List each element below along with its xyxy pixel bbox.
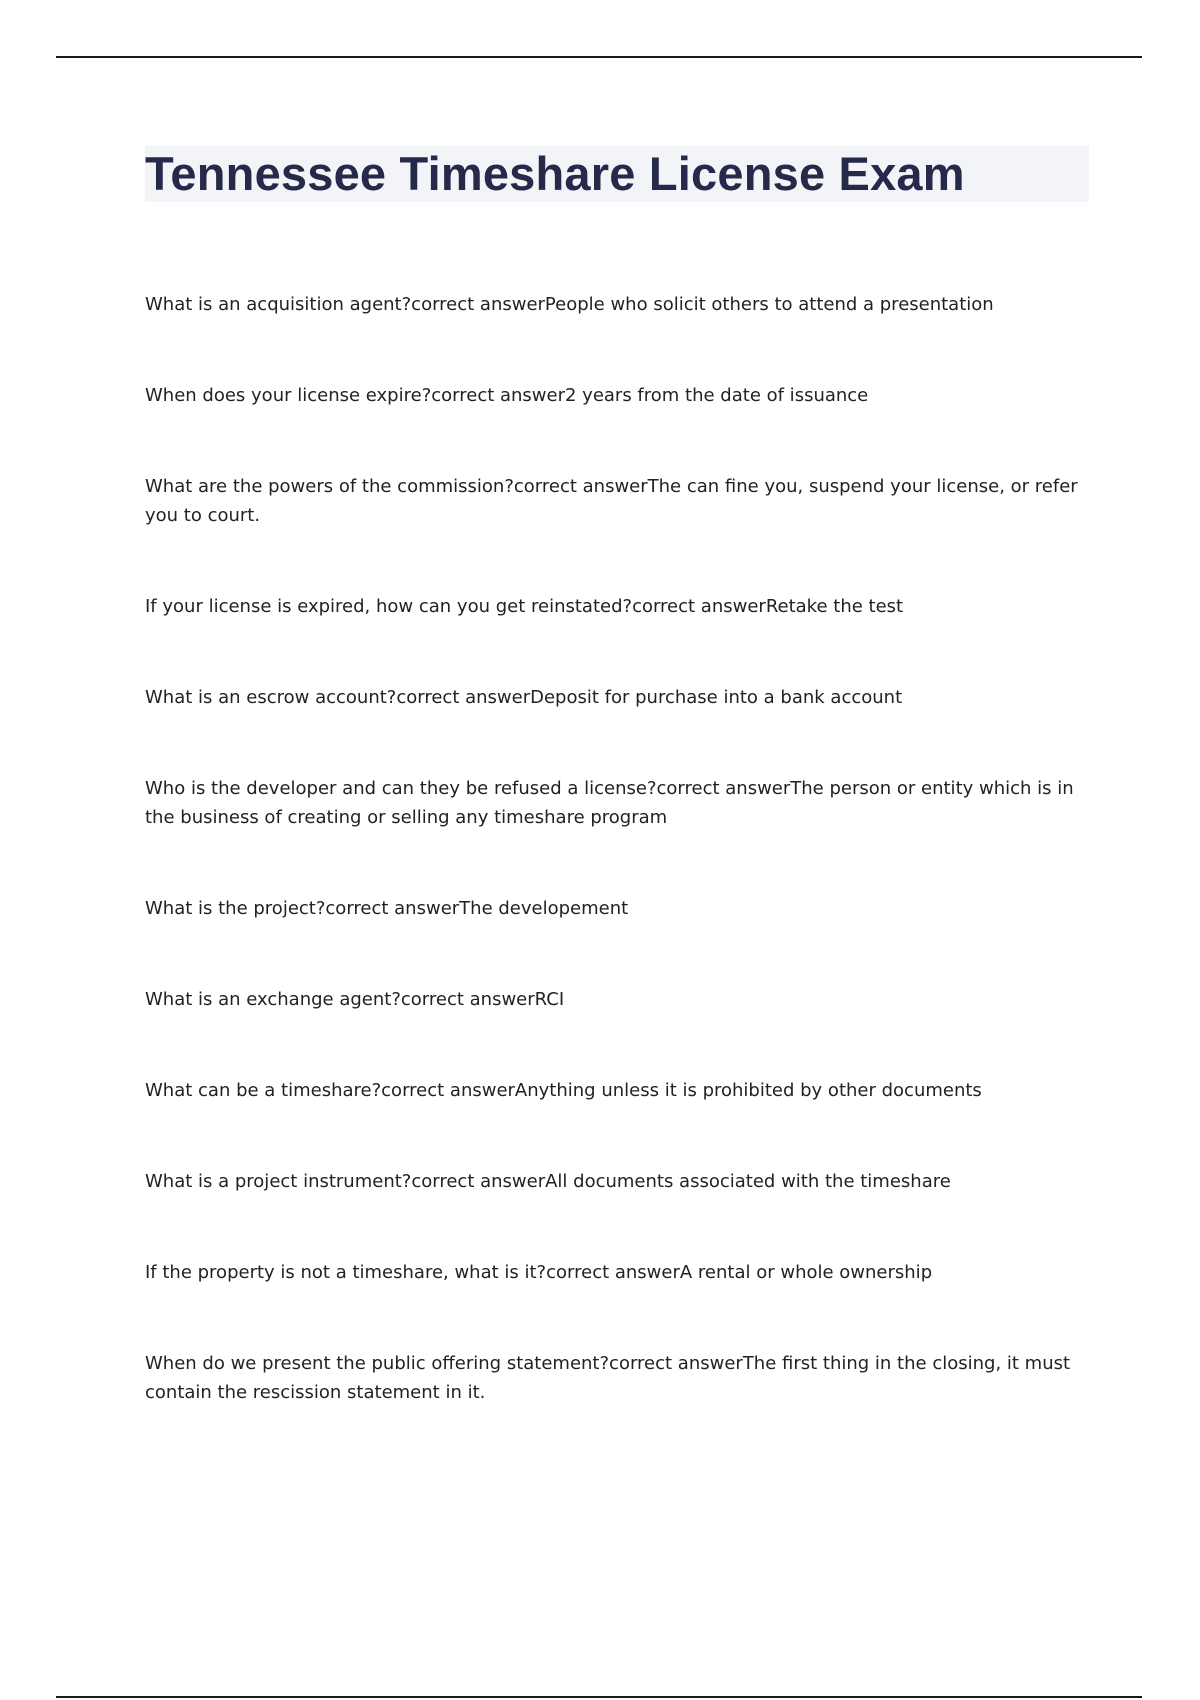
qa-item: What is an exchange agent?correct answerRCI (145, 989, 565, 1010)
bottom-divider (56, 1696, 1142, 1698)
qa-item: If your license is expired, how can you get reinstated?correct answerRetake the test (145, 596, 904, 617)
qa-item: What is the project?correct answerThe developement (145, 898, 629, 919)
qa-item: If the property is not a timeshare, what is it?correct answerA rental or whole ownership (145, 1262, 933, 1283)
qa-item: When does your license expire?correct answer2 years from the date of issuance (145, 385, 869, 406)
page-title: Tennessee Timeshare License Exam (145, 147, 965, 200)
qa-item: What is an escrow account?correct answerDeposit for purchase into a bank account (145, 687, 903, 708)
qa-list (145, 290, 1089, 1469)
qa-item: What is a project instrument?correct answerAll documents associated with the timeshare (145, 1171, 951, 1192)
qa-item: Who is the developer and can they be refused a license?correct answerThe person or entity which is in the business of creating or selling any timeshare program (145, 778, 1074, 828)
qa-item: What can be a timeshare?correct answerAnything unless it is prohibited by other documents (145, 1080, 982, 1101)
qa-item: What is an acquisition agent?correct answerPeople who solicit others to attend a presentation (145, 294, 994, 315)
qa-item: What are the powers of the commission?correct answerThe can fine you, suspend your license, or refer you to court. (145, 476, 1078, 526)
top-divider (56, 56, 1142, 58)
qa-item: When do we present the public offering statement?correct answerThe first thing in the closing, it must contain the rescission statement in it. (145, 1353, 1071, 1403)
